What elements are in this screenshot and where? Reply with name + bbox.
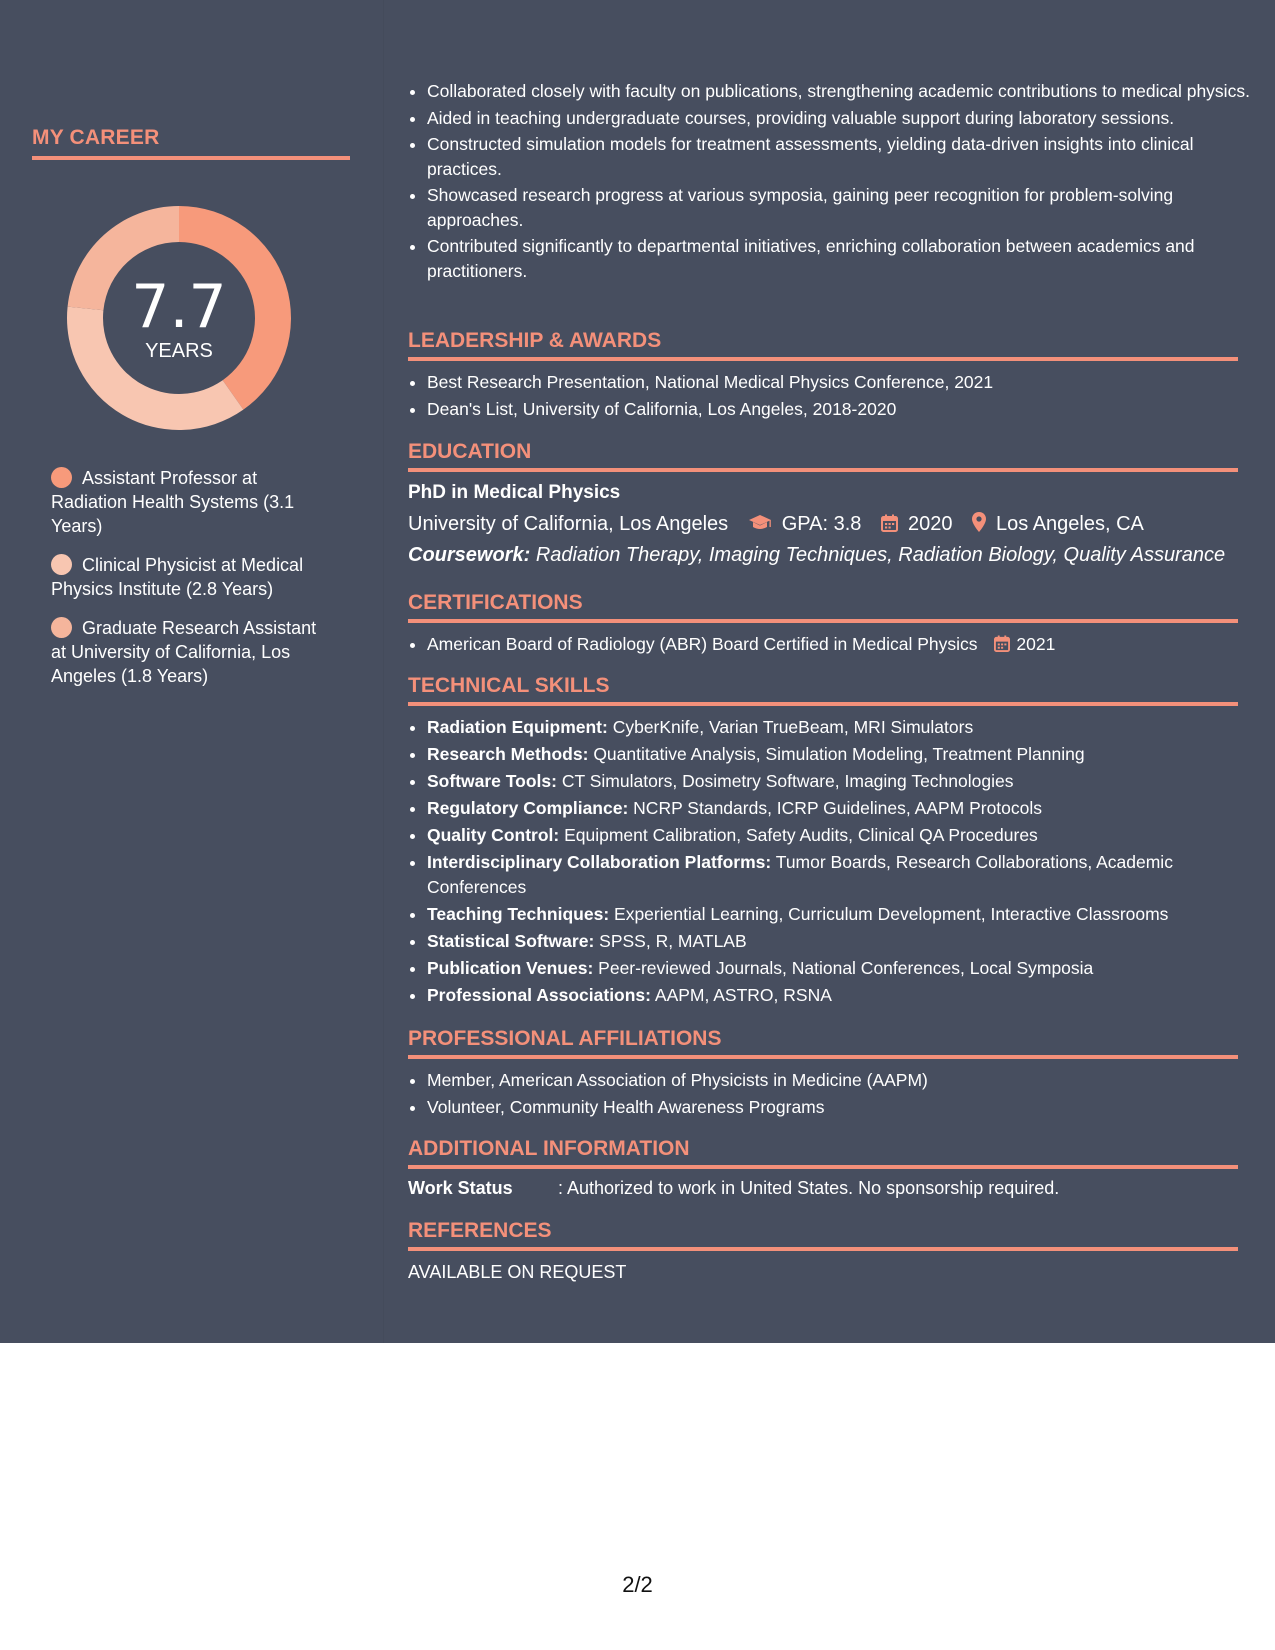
skill-label: Quality Control:: [427, 825, 560, 845]
list-item: • Showcased research progress at various symposia, gaining peer recognition for problem-solving approaches.: [427, 183, 1259, 232]
skills-list: [408, 715, 1259, 1010]
skill-value: Tumor Boards, Research Collaborations, Academic Conferences: [427, 852, 1173, 897]
experience-bullets: [408, 79, 1259, 285]
references-text: AVAILABLE ON REQUEST: [408, 1262, 627, 1282]
legend-dot: [51, 617, 72, 638]
additional-info-section-title: ADDITIONAL INFORMATION: [408, 1137, 1238, 1169]
skill-value: SPSS, R, MATLAB: [599, 931, 747, 951]
skill-label: Regulatory Compliance:: [427, 798, 629, 818]
list-item: [427, 823, 1259, 848]
legend-label: Clinical Physicist at Medical Physics Institute (2.8 Years): [51, 555, 304, 599]
calendar-icon: [881, 514, 898, 538]
work-status-value: : Authorized to work in United States. No sponsorship required.: [558, 1178, 1060, 1198]
skill-value: Peer-reviewed Journals, National Conferences, Local Symposia: [598, 958, 1094, 978]
list-item: [427, 742, 1259, 767]
graduation-cap-icon: [748, 514, 772, 538]
education-details: [408, 512, 1144, 538]
skill-label: Professional Associations:: [427, 985, 651, 1005]
legend-label: Assistant Professor at Radiation Health Systems (3.1 Years): [51, 468, 295, 536]
skills-section-title: TECHNICAL SKILLS: [408, 674, 1238, 706]
coursework-label: Coursework:: [408, 544, 531, 566]
list-item: • Member, American Association of Physicists in Medicine (AAPM): [427, 1068, 1259, 1093]
legend-dot: [51, 467, 72, 488]
list-item: • Best Research Presentation, National Medical Physics Conference, 2021: [427, 370, 1259, 395]
skill-label: Radiation Equipment:: [427, 717, 608, 737]
education-coursework: [408, 544, 1225, 567]
skill-label: Software Tools:: [427, 771, 557, 791]
list-item: [427, 796, 1259, 821]
education-degree: PhD in Medical Physics: [408, 482, 621, 503]
skill-value: Quantitative Analysis, Simulation Modeling, Treatment Planning: [593, 744, 1085, 764]
list-item: [427, 850, 1259, 900]
education-year: 2020: [907, 513, 953, 535]
left-sidebar: [0, 0, 383, 1343]
list-item: [427, 715, 1259, 740]
legend-dot: [51, 554, 72, 575]
skill-value: CT Simulators, Dosimetry Software, Imaging Technologies: [561, 771, 1014, 791]
skill-value: AAPM, ASTRO, RSNA: [654, 985, 832, 1005]
page-number: 2/2: [622, 1572, 653, 1597]
legend-label: Graduate Research Assistant at University of California, Los Angeles (1.8 Years): [51, 618, 317, 686]
certification-name: American Board of Radiology (ABR) Board Certified in Medical Physics: [427, 634, 978, 654]
references-section-title: REFERENCES: [408, 1219, 1238, 1251]
calendar-icon: [994, 634, 1010, 659]
certifications-list: [408, 632, 1259, 661]
skill-label: Teaching Techniques:: [427, 904, 610, 924]
career-legend: [51, 466, 331, 703]
list-item: • Aided in teaching undergraduate courses, providing valuable support during laboratory sessions.: [427, 106, 1259, 131]
list-item: [427, 632, 1259, 659]
education-location: Los Angeles, CA: [996, 513, 1144, 535]
affiliations-section-title: PROFESSIONAL AFFILIATIONS: [408, 1027, 1238, 1059]
list-item: • Dean's List, University of California, Los Angeles, 2018-2020: [427, 397, 1259, 422]
list-item: • Constructed simulation models for treatment assessments, yielding data-driven insights into clinical practices.: [427, 132, 1259, 181]
column-divider: [383, 0, 384, 1343]
legend-item: [51, 553, 331, 601]
skill-value: NCRP Standards, ICRP Guidelines, AAPM Protocols: [633, 798, 1043, 818]
skill-value: CyberKnife, Varian TrueBeam, MRI Simulators: [612, 717, 974, 737]
education-gpa: GPA: 3.8: [781, 513, 862, 535]
list-item: • Contributed significantly to departmental initiatives, enriching collaboration between academics and practitioners.: [427, 234, 1259, 283]
list-item: [427, 769, 1259, 794]
work-status-row: [408, 1178, 1059, 1199]
list-item: • Collaborated closely with faculty on publications, strengthening academic contributions to medical physics.: [427, 79, 1259, 104]
coursework-list: Radiation Therapy, Imaging Techniques, Radiation Biology, Quality Assurance: [535, 544, 1226, 566]
skill-label: Research Methods:: [427, 744, 589, 764]
list-item: [427, 929, 1259, 954]
skill-value: Equipment Calibration, Safety Audits, Clinical QA Procedures: [564, 825, 1038, 845]
work-status-label: Work Status: [408, 1178, 513, 1198]
legend-item: [51, 616, 331, 688]
list-item: [427, 902, 1259, 927]
skill-label: Publication Venues:: [427, 958, 594, 978]
legend-item: [51, 466, 331, 538]
list-item: • Volunteer, Community Health Awareness Programs: [427, 1095, 1259, 1120]
list-item: [427, 956, 1259, 981]
location-pin-icon: [972, 512, 986, 538]
leadership-list: [408, 370, 1259, 423]
education-section-title: EDUCATION: [408, 440, 1238, 472]
affiliations-list: [408, 1068, 1259, 1121]
skill-label: Interdisciplinary Collaboration Platforms:: [427, 852, 772, 872]
career-section-title: MY CAREER: [32, 126, 350, 160]
skill-value: Experiential Learning, Curriculum Development, Interactive Classrooms: [614, 904, 1169, 924]
list-item: [427, 983, 1259, 1008]
career-total-unit: YEARS: [145, 340, 213, 362]
education-school: University of California, Los Angeles: [408, 513, 729, 535]
leadership-section-title: LEADERSHIP & AWARDS: [408, 329, 1238, 361]
certification-year: 2021: [1016, 634, 1056, 654]
career-total-years: 7.7: [131, 272, 227, 342]
certifications-section-title: CERTIFICATIONS: [408, 591, 1238, 623]
skill-label: Statistical Software:: [427, 931, 595, 951]
